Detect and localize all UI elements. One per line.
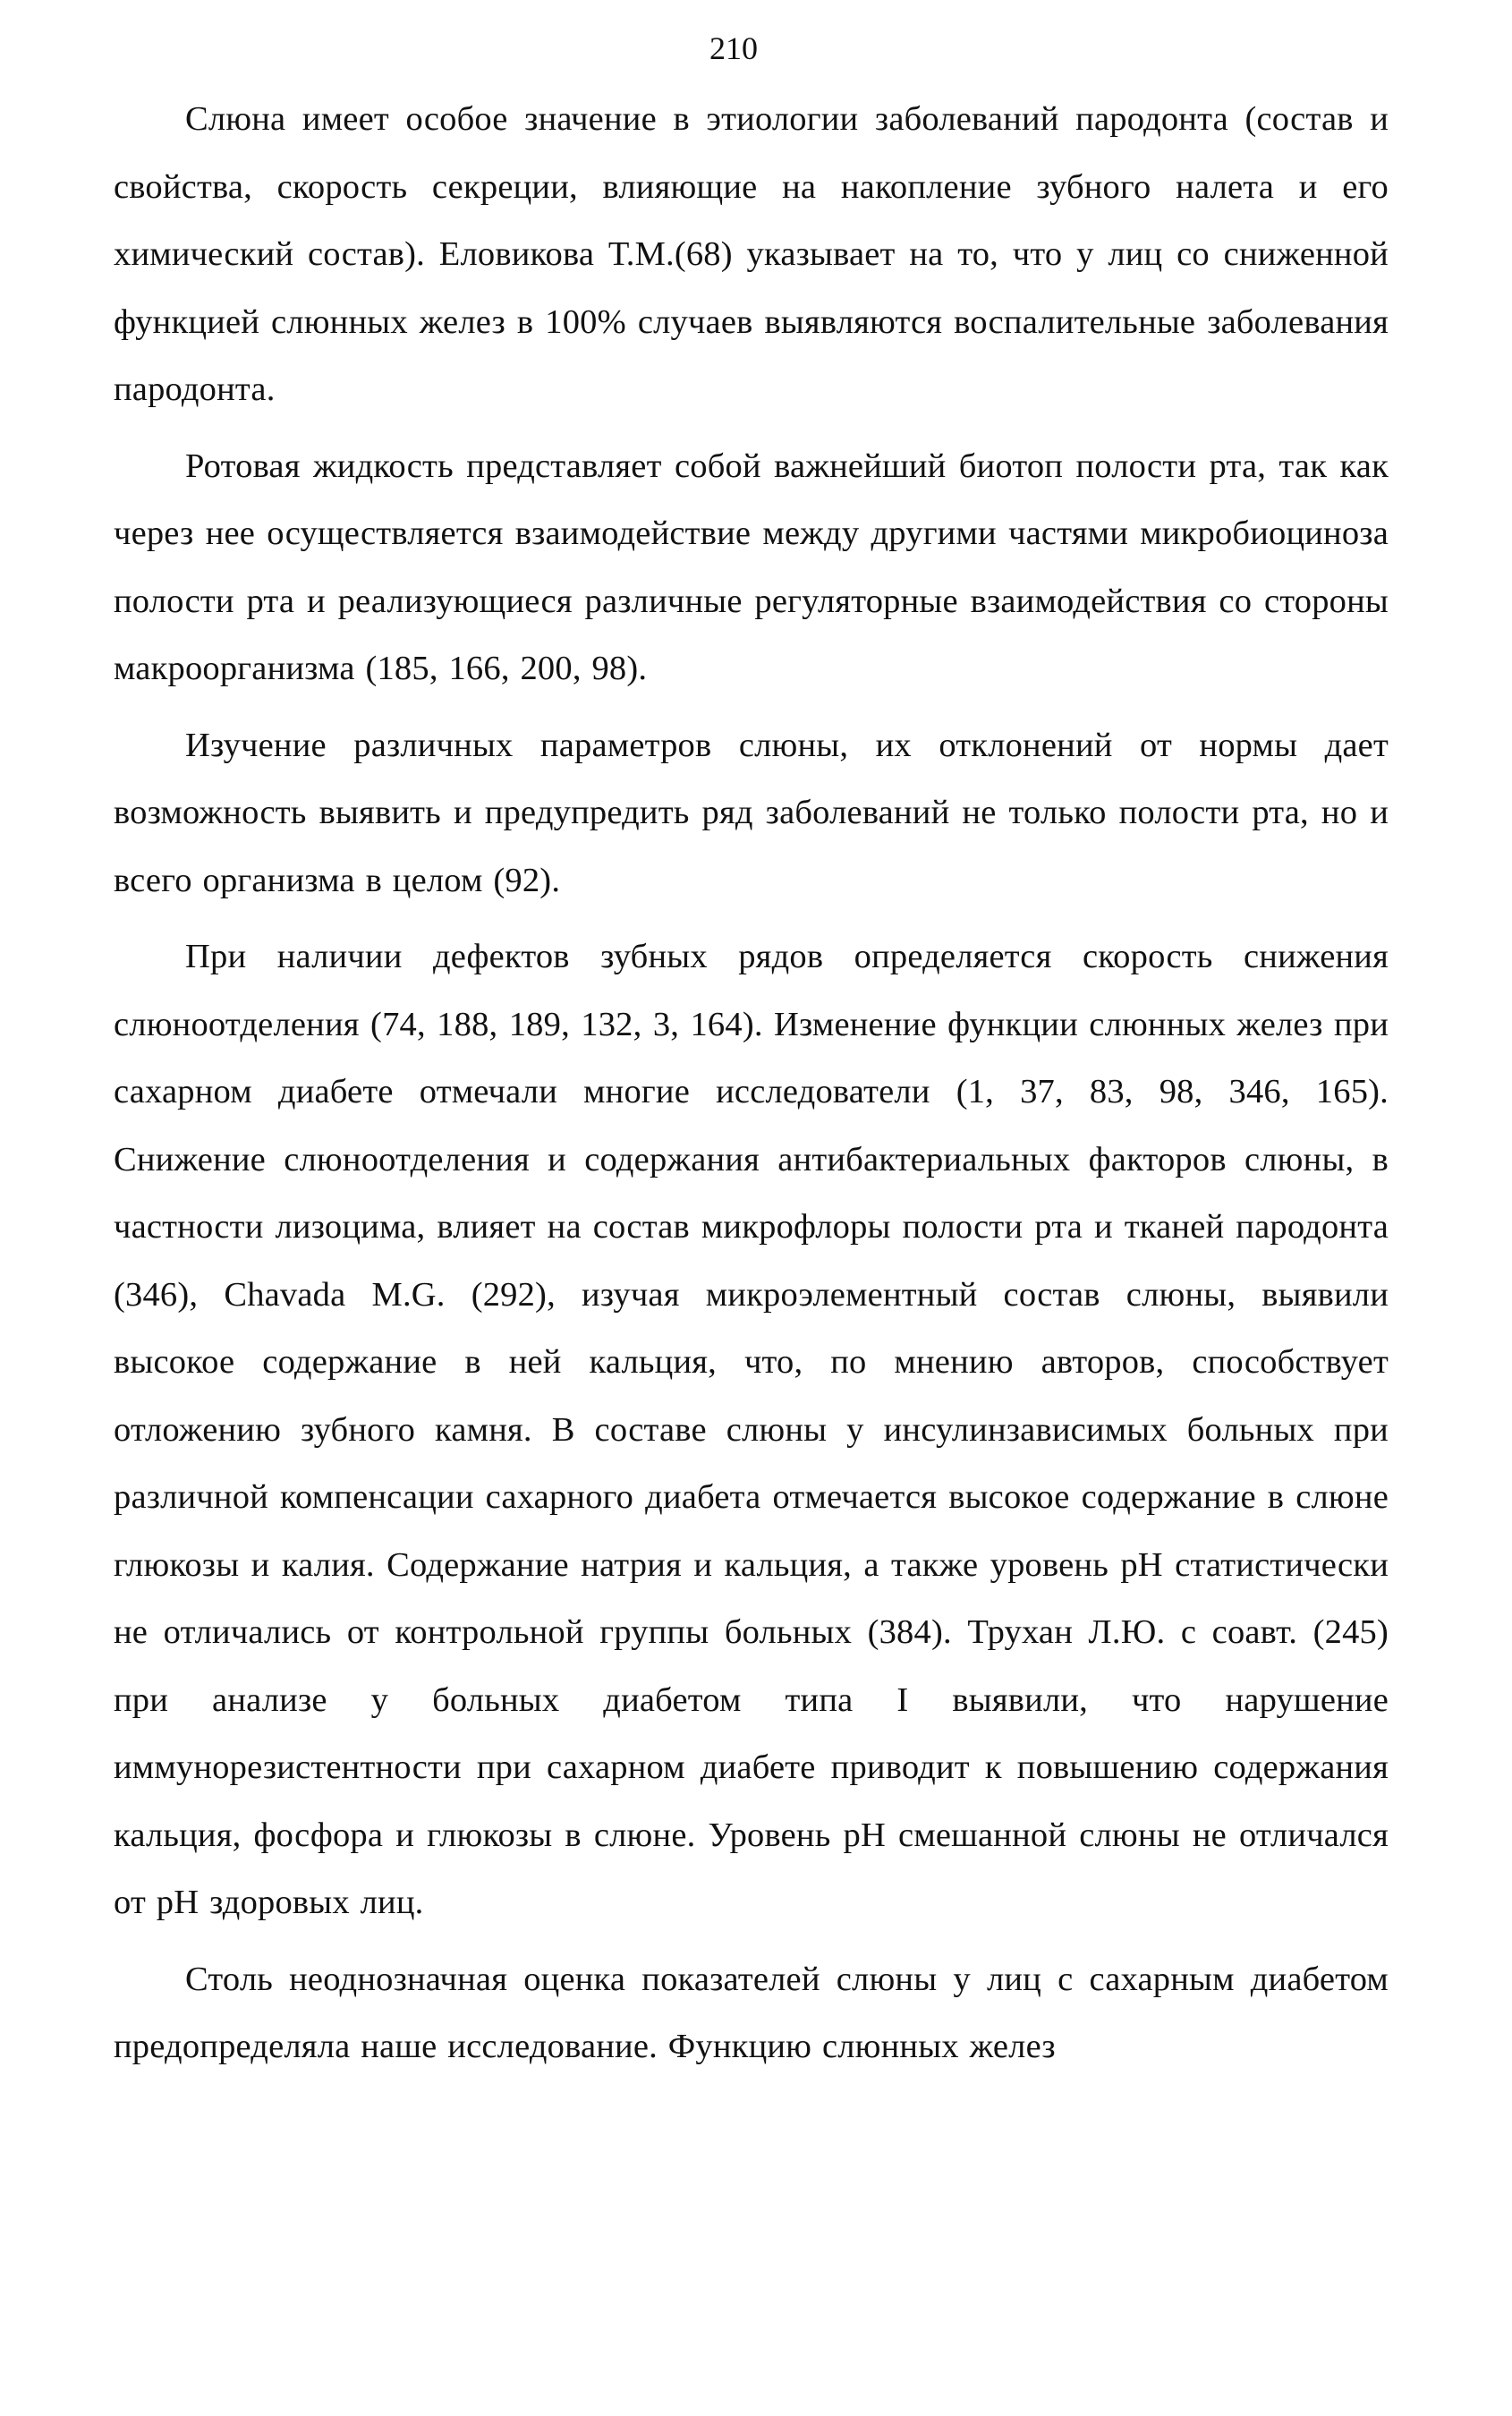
paragraph-oral-fluid-biotope: Ротовая жидкость представляет собой важнейший биотоп полости рта, так как через нее осуществляется взаимодействие между другими частями микробиоциноза полости рта и реализующиеся различные регуляторные взаимодействия со стороны макроорганизма (185, 166, 200, 98).: [114, 447, 1389, 687]
text-body: [114, 86, 1389, 2081]
paragraph-ambiguous-assessment: Столь неоднозначная оценка показателей слюны у лиц с сахарным диабетом предопределяла наше исследование. Функцию слюнных желез: [114, 1960, 1389, 2065]
paragraph-saliva-parameters: Изучение различных параметров слюны, их отклонений от нормы дает возможность выявить и предупредить ряд заболеваний не только полости рта, но и всего организма в целом (92).: [114, 726, 1389, 899]
page-number: 210: [709, 30, 758, 66]
paragraph-dentition-defects: При наличии дефектов зубных рядов определяется скорость снижения слюноотделения (74, 188, 189, 132, 3, 164). Изменение функции слюнных желез при сахарном диабете отмечали многие исследователи (1, 37, 83, 98, 346, 165). Снижение слюноотделения и содержания антибактериальных факторов слюны, в частности лизоцима, влияет на состав микрофлоры полости рта и тканей пародонта (346), Chavada M.G. (292), изучая микроэлементный состав слюны, выявили высокое содержание в ней кальция, что, по мнению авторов, способствует отложению зубного камня. В составе слюны у инсулинзависимых больных при различной компенсации сахарного диабета отмечается высокое содержание в слюне глюкозы и калия. Содержание натрия и кальция, а также уровень pH статистически не отличались от контрольной группы больных (384). Трухан Л.Ю. с соавт. (245) при анализе у больных диабетом типа I выявили, что нарушение иммунорезистентности при сахарном диабете приводит к повышению содержания кальция, фосфора и глюкозы в слюне. Уровень pH смешанной слюны не отличался от pH здоровых лиц.: [114, 938, 1389, 1921]
paragraph-saliva-etiology: Слюна имеет особое значение в этиологии заболеваний пародонта (состав и свойства, скорость секреции, влияющие на накопление зубного налета и его химический состав). Еловикова Т.М.(68) указывает на то, что у лиц со сниженной функцией слюнных желез в 100% случаев выявляются воспалительные заболевания пародонта.: [114, 100, 1389, 408]
